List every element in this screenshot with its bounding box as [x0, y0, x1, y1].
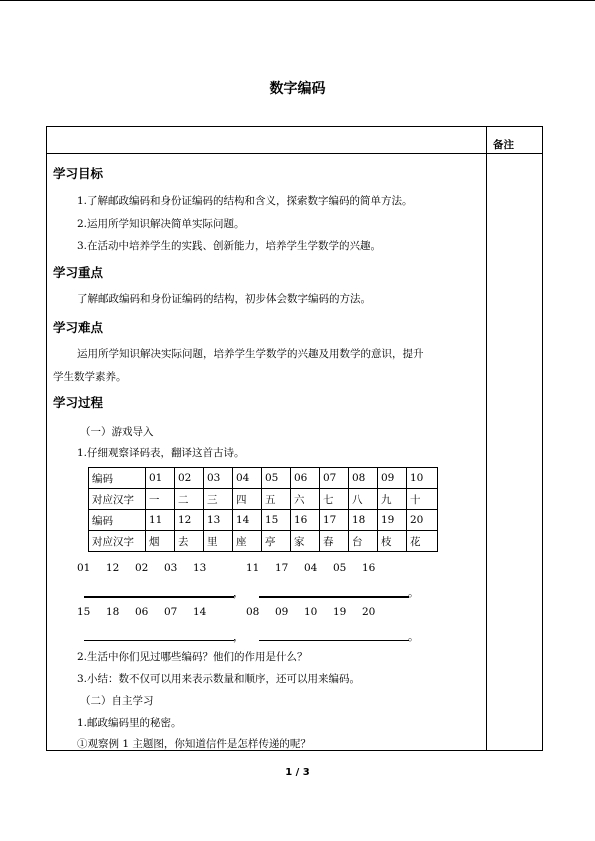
code-table-cell: 18 — [349, 510, 378, 531]
code-table-row — [89, 468, 438, 489]
code-table-cell: 04 — [233, 468, 262, 489]
question-2: 2.生活中你们见过哪些编码？他们的作用是什么？ — [77, 651, 308, 663]
goal-item: 1.了解邮政编码和身份证编码的结构和含义，探索数字编码的简单方法。 — [77, 195, 413, 207]
code-number: 01 — [77, 562, 91, 574]
difficulty-heading: 学习难点 — [53, 320, 104, 335]
code-number: 15 — [77, 606, 91, 618]
code-table-cell: 九 — [378, 489, 407, 510]
code-table-cell: 台 — [349, 531, 378, 552]
code-table-cell: 里 — [204, 531, 233, 552]
code-table-cell: 17 — [320, 510, 349, 531]
code-table-cell: 08 — [349, 468, 378, 489]
top-rule — [0, 0, 595, 1]
code-table-cell: 19 — [378, 510, 407, 531]
code-number: 09 — [275, 606, 289, 618]
code-table-cell: 十 — [407, 489, 438, 510]
note-column-header: 备注 — [493, 139, 514, 151]
code-number: 06 — [135, 606, 149, 618]
code-number: 04 — [304, 562, 318, 574]
code-table-row — [89, 489, 438, 510]
process-heading: 学习过程 — [53, 395, 104, 410]
code-sequence — [77, 606, 222, 618]
code-number: 13 — [193, 562, 207, 574]
code-table-cell: 03 — [204, 468, 233, 489]
code-table-cell: 05 — [262, 468, 291, 489]
code-table-row — [89, 510, 438, 531]
code-table-cell: 去 — [175, 531, 204, 552]
page-number: 1 / 3 — [285, 767, 310, 778]
code-table-cell: 16 — [291, 510, 320, 531]
header-row-divider — [46, 153, 543, 154]
difficulty-text-cont: 学生数学素养。 — [53, 371, 127, 383]
code-table-cell: 01 — [146, 468, 175, 489]
code-number: 17 — [275, 562, 289, 574]
code-number: 19 — [333, 606, 347, 618]
code-table-cell: 花 — [407, 531, 438, 552]
code-number: 02 — [135, 562, 149, 574]
code-number: 07 — [164, 606, 178, 618]
code-table-cell: 14 — [233, 510, 262, 531]
code-table-cell: 13 — [204, 510, 233, 531]
code-number: 16 — [362, 562, 376, 574]
code-table-cell: 八 — [349, 489, 378, 510]
code-table-cell: 11 — [146, 510, 175, 531]
goals-heading: 学习目标 — [53, 166, 104, 181]
code-table-row-label: 编码 — [89, 510, 146, 531]
code-table-cell: 五 — [262, 489, 291, 510]
code-number: 03 — [164, 562, 178, 574]
code-table-cell: 一 — [146, 489, 175, 510]
code-number: 18 — [106, 606, 120, 618]
code-table-cell: 四 — [233, 489, 262, 510]
answer-blank — [84, 596, 234, 598]
difficulty-text: 运用所学知识解决实际问题，培养学生学数学的兴趣及用数学的意识，提升 — [77, 348, 424, 360]
code-table-cell: 10 — [407, 468, 438, 489]
code-table-row-label: 对应汉字 — [89, 531, 146, 552]
question-1: 1.仔细观察译码表，翻译这首古诗。 — [77, 447, 245, 459]
code-table-cell: 07 — [320, 468, 349, 489]
code-table-cell: 春 — [320, 531, 349, 552]
code-table-row-label: 编码 — [89, 468, 146, 489]
code-table-cell: 20 — [407, 510, 438, 531]
code-number: 05 — [333, 562, 347, 574]
code-table-cell: 06 — [291, 468, 320, 489]
code-table-cell: 12 — [175, 510, 204, 531]
goal-item: 2.运用所学知识解决简单实际问题。 — [77, 218, 245, 230]
code-table-cell: 09 — [378, 468, 407, 489]
study-item-1: 1.邮政编码里的秘密。 — [77, 717, 182, 729]
key-text: 了解邮政编码和身份证编码的结构，初步体会数字编码的方法。 — [77, 293, 371, 305]
code-table-cell: 亭 — [262, 531, 291, 552]
code-number: 20 — [362, 606, 376, 618]
code-sequence — [77, 562, 222, 574]
key-heading: 学习重点 — [53, 265, 104, 280]
code-number: 14 — [193, 606, 207, 618]
code-table — [88, 467, 438, 552]
note-column-divider — [486, 126, 487, 751]
answer-blank — [259, 640, 409, 641]
part1-label: （一）游戏导入 — [80, 426, 154, 438]
code-table-cell: 二 — [175, 489, 204, 510]
code-table-cell: 烟 — [146, 531, 175, 552]
code-table-cell: 三 — [204, 489, 233, 510]
code-table-row — [89, 531, 438, 552]
code-table-cell: 七 — [320, 489, 349, 510]
page-title: 数字编码 — [269, 81, 326, 97]
code-number: 08 — [246, 606, 260, 618]
goal-item: 3.在活动中培养学生的实践、创新能力，培养学生学数学的兴趣。 — [77, 240, 382, 252]
period: 。 — [408, 586, 419, 599]
comma: ， — [233, 630, 244, 643]
code-sequence — [246, 562, 391, 574]
comma: ， — [233, 586, 244, 599]
part2-label: （二）自主学习 — [80, 695, 154, 707]
code-table-cell: 座 — [233, 531, 262, 552]
answer-blank — [259, 596, 409, 598]
period: 。 — [408, 630, 419, 643]
code-number: 12 — [106, 562, 120, 574]
answer-blank — [84, 640, 234, 641]
code-table-cell: 家 — [291, 531, 320, 552]
code-table-row-label: 对应汉字 — [89, 489, 146, 510]
code-table-cell: 枝 — [378, 531, 407, 552]
code-number: 10 — [304, 606, 318, 618]
study-item-1a: ①观察例 1 主题图，你知道信件是怎样传递的呢？ — [77, 738, 311, 750]
code-table-cell: 15 — [262, 510, 291, 531]
code-table-cell: 六 — [291, 489, 320, 510]
code-number: 11 — [246, 562, 260, 574]
question-3: 3.小结：数不仅可以用来表示数量和顺序，还可以用来编码。 — [77, 673, 361, 685]
code-sequence — [246, 606, 391, 618]
code-table-cell: 02 — [175, 468, 204, 489]
